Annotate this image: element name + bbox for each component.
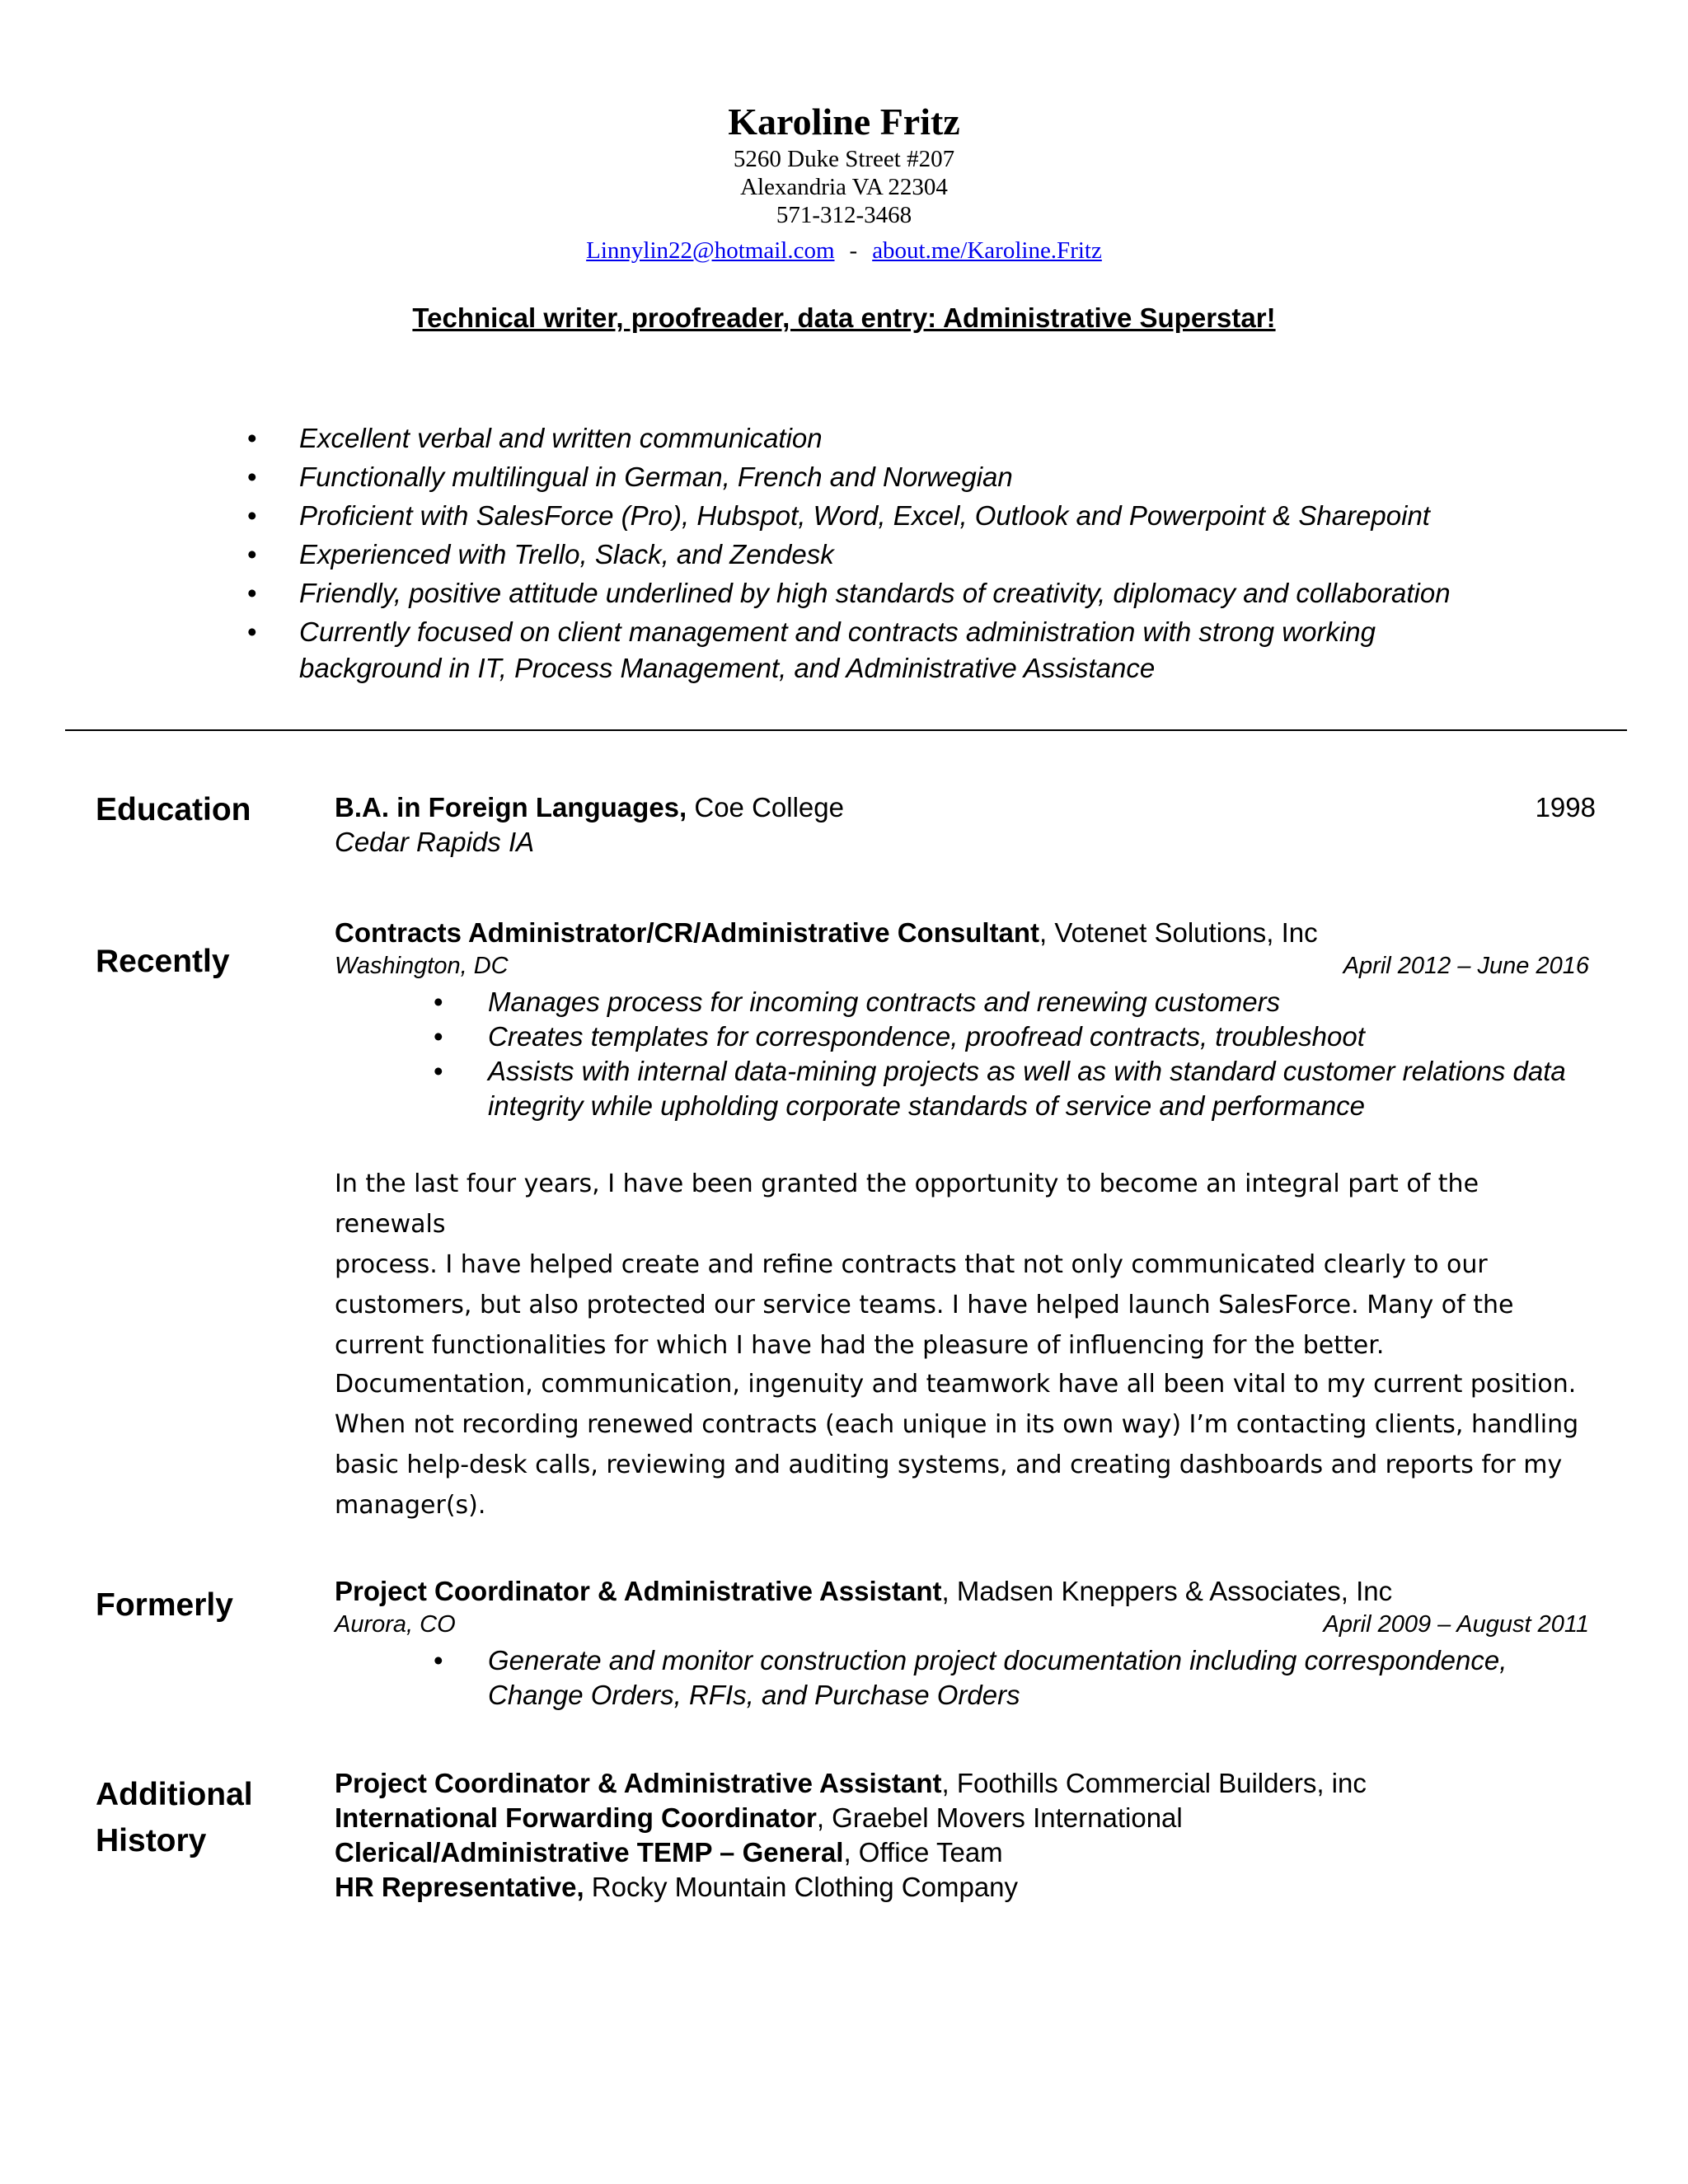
school-location: Cedar Rapids IA (335, 827, 535, 857)
bullet-icon: • (247, 462, 257, 492)
education-degree-line (335, 790, 844, 825)
history-item (335, 1801, 1596, 1835)
highlight-item (247, 535, 1533, 574)
job-bullet-item (434, 1019, 1596, 1054)
heading-line: Additional (96, 1777, 253, 1812)
job-bullet-item (434, 1643, 1596, 1713)
job-bullet-text-continued: integrity while upholding corporate standards of service and performance (488, 1090, 1365, 1121)
job-bullet-item (434, 1054, 1596, 1123)
education-heading: Education (96, 792, 251, 827)
highlight-item (247, 574, 1533, 612)
paragraph-line: customers, but also protected our service teams. I have helped launch SalesForce. Many of the (335, 1291, 1514, 1319)
link-separator: - (849, 237, 858, 264)
job-meta-row (335, 950, 1596, 982)
highlight-text: Functionally multilingual in German, French and Norwegian (299, 462, 1013, 492)
job-dates: April 2009 – August 2011 (1323, 1611, 1589, 1638)
history-company: Rocky Mountain Clothing Company (584, 1872, 1019, 1902)
highlight-text: Currently focused on client management and contracts administration with strong working (299, 616, 1376, 647)
job-bullet-text: Generate and monitor construction project documentation including correspondence, (488, 1645, 1507, 1675)
highlight-text: Proficient with SalesForce (Pro), Hubspot, Word, Excel, Outlook and Powerpoint & Sharepoint (299, 500, 1430, 531)
highlight-text: Experienced with Trello, Slack, and Zendesk (299, 539, 834, 569)
paragraph-line: In the last four years, I have been granted the opportunity to become an integral part of the renewals (335, 1169, 1479, 1239)
company-name: , Votenet Solutions, Inc (1039, 917, 1318, 948)
recently-block (335, 916, 1596, 1123)
job-title: Contracts Administrator/CR/Administrative Consultant (335, 917, 1040, 948)
recently-heading: Recently (96, 944, 230, 979)
bullet-icon: • (434, 1021, 443, 1052)
paragraph-line: When not recording renewed contracts (each unique in its own way) I’m contacting clients, handling (335, 1410, 1579, 1439)
job-title-line (335, 1574, 1596, 1609)
highlight-item (247, 612, 1533, 685)
highlight-text: Friendly, positive attitude underlined by high standards of creativity, diplomacy and collaboration (299, 578, 1451, 608)
email-link[interactable]: Linnylin22@hotmail.com (586, 237, 835, 264)
history-company: , Graebel Movers International (816, 1802, 1183, 1833)
bullet-icon: • (434, 1645, 443, 1675)
bullet-icon: • (247, 616, 257, 647)
resume-header (0, 99, 1688, 267)
tagline: Technical writer, proofreader, data entry: Administrative Superstar! (412, 302, 1276, 333)
job-meta-row (335, 1609, 1596, 1640)
recently-paragraph-2 (335, 1364, 1596, 1526)
history-company: , Office Team (843, 1837, 1003, 1868)
history-item (335, 1766, 1596, 1801)
paragraph-line: manager(s). (335, 1491, 486, 1520)
section-divider (65, 729, 1627, 731)
paragraph-line: Documentation, communication, ingenuity and teamwork have all been vital to my current position. (335, 1370, 1577, 1399)
school: Coe College (687, 792, 844, 823)
history-item (335, 1870, 1596, 1905)
job-location: Washington, DC (335, 953, 509, 979)
history-title: HR Representative, (335, 1872, 584, 1902)
bullet-icon: • (247, 500, 257, 531)
job-bullets (335, 985, 1596, 1123)
candidate-name: Karoline Fritz (728, 101, 960, 143)
job-title-line (335, 916, 1596, 950)
graduation-year: 1998 (1535, 792, 1596, 823)
paragraph (335, 1164, 1596, 1366)
bullet-icon: • (247, 539, 257, 569)
formerly-heading: Formerly (96, 1587, 233, 1623)
job-title: Project Coordinator & Administrative Assistant (335, 1576, 942, 1606)
highlight-item (247, 457, 1533, 496)
highlight-text-continued: background in IT, Process Management, and Administrative Assistance (299, 653, 1156, 683)
job-bullets (335, 1643, 1596, 1713)
street-address: 5260 Duke Street #207 (733, 146, 955, 172)
highlight-text: Excellent verbal and written communication (299, 423, 823, 453)
history-item (335, 1835, 1596, 1870)
contact-links (0, 234, 1688, 267)
paragraph-line: current functionalities for which I have had the pleasure of influencing for the better. (335, 1331, 1385, 1360)
education-block (335, 790, 1596, 860)
city-address: Alexandria VA 22304 (740, 174, 948, 200)
bullet-icon: • (247, 578, 257, 608)
job-bullet-text-continued: Change Orders, RFIs, and Purchase Orders (488, 1680, 1020, 1710)
heading-line: History (96, 1823, 207, 1858)
paragraph-line: process. I have helped create and refine contracts that not only communicated clearly to our (335, 1250, 1488, 1279)
degree: B.A. in Foreign Languages, (335, 792, 687, 823)
job-bullet-text: Manages process for incoming contracts and renewing customers (488, 987, 1281, 1017)
additional-history-block (335, 1766, 1596, 1905)
history-title: Project Coordinator & Administrative Assistant (335, 1768, 942, 1798)
education-row (335, 790, 1596, 825)
bullet-icon: • (434, 987, 443, 1017)
job-bullet-text: Creates templates for correspondence, proofread contracts, troubleshoot (488, 1021, 1365, 1052)
bullet-icon: • (434, 1056, 443, 1086)
job-dates: April 2012 – June 2016 (1343, 953, 1589, 979)
additional-history-heading (96, 1772, 253, 1864)
website-link[interactable]: about.me/Karoline.Fritz (872, 237, 1102, 264)
paragraph-line: basic help-desk calls, reviewing and auditing systems, and creating dashboards and reports for my (335, 1451, 1563, 1479)
job-bullet-item (434, 985, 1596, 1019)
history-title: Clerical/Administrative TEMP – General (335, 1837, 844, 1868)
highlights-list (247, 419, 1533, 685)
job-bullet-text: Assists with internal data-mining projects as well as with standard customer relations data (488, 1056, 1566, 1086)
highlight-item (247, 419, 1533, 457)
paragraph (335, 1364, 1596, 1526)
job-location: Aurora, CO (335, 1611, 456, 1638)
company-name: , Madsen Kneppers & Associates, Inc (941, 1576, 1393, 1606)
history-company: , Foothills Commercial Builders, inc (941, 1768, 1367, 1798)
recently-paragraph-1 (335, 1164, 1596, 1366)
highlight-item (247, 496, 1533, 535)
bullet-icon: • (247, 423, 257, 453)
formerly-block (335, 1574, 1596, 1713)
history-title: International Forwarding Coordinator (335, 1802, 817, 1833)
phone-number: 571-312-3468 (776, 202, 912, 228)
